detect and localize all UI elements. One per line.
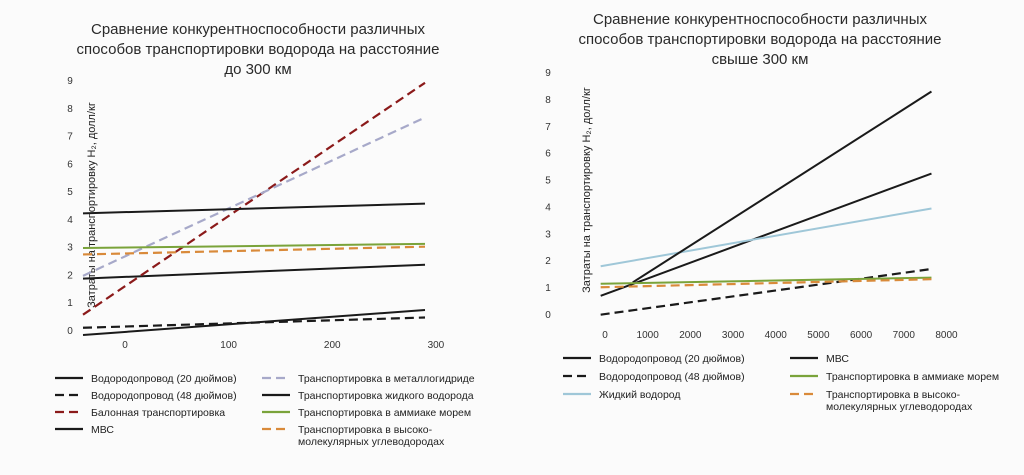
chart1-title-line: до 300 км	[224, 61, 292, 78]
chart2-series-line	[601, 269, 932, 315]
chart1-legend-label: Транспортировка в аммиаке морем	[298, 407, 472, 419]
chart2-y-tick-label: 5	[545, 175, 551, 187]
chart1-series-line	[83, 265, 425, 279]
chart1-title-line: способов транспортировки водорода на расстояние	[76, 41, 440, 58]
chart1-legend-label: МВС	[91, 424, 114, 436]
chart2-y-tick-label: 9	[545, 68, 551, 79]
chart1-series-line	[83, 83, 425, 315]
chart1-y-tick-label: 0	[67, 326, 73, 337]
chart1-series-line	[83, 118, 425, 276]
chart2-title-line: Сравнение конкурентноспособности различных	[592, 11, 928, 28]
chart1-title-line: Сравнение конкурентноспособности различных	[90, 21, 426, 38]
chart1-x-tick-label: 200	[323, 340, 341, 351]
chart2-x-tick-label: 4000	[764, 330, 787, 341]
chart2-x-tick-label: 3000	[721, 330, 745, 341]
chart2-series-line	[633, 92, 932, 283]
chart1-y-tick-label: 1	[67, 298, 73, 310]
chart1-legend-label: Транспортировка в металлогидриде	[298, 373, 475, 385]
chart1-y-tick-label: 9	[67, 76, 73, 87]
chart1-y-tick-label: 5	[67, 187, 73, 199]
chart2-title-line: свыше 300 км	[711, 51, 809, 68]
chart2-legend-label: Транспортировка в аммиаке морем	[826, 371, 1000, 383]
chart2-legend-label: Транспортировка в высоко-	[826, 389, 961, 401]
chart2-x-tick-label: 8000	[935, 330, 958, 341]
chart2-y-tick-label: 4	[545, 202, 551, 214]
chart1-y-tick-label: 2	[67, 270, 73, 282]
chart1-series-line	[83, 204, 425, 214]
chart2-legend-label: Жидкий водород	[599, 389, 681, 401]
chart1-y-tick-label: 3	[67, 242, 73, 254]
chart1-y-tick-label: 6	[67, 159, 73, 171]
chart1-legend-label: молекулярных углеводородах	[298, 436, 445, 448]
chart1-y-tick-label: 8	[67, 103, 73, 115]
chart2-x-tick-label: 0	[602, 330, 608, 341]
chart2-title-line: способов транспортировки водорода на расстояние	[578, 31, 942, 48]
chart1-legend-label: Водородопровод (20 дюймов)	[91, 373, 237, 385]
chart2-x-tick-label: 5000	[807, 330, 830, 341]
chart1-series-line	[83, 310, 425, 335]
chart2-series-line	[601, 208, 932, 266]
chart2-y-axis-label: Затраты на транспортировку H₂, долл/кг	[581, 87, 593, 293]
chart1-legend-label: Транспортировка жидкого водорода	[298, 390, 474, 402]
chart1-x-tick-label: 300	[427, 340, 445, 351]
chart2-y-tick-label: 8	[545, 94, 551, 106]
chart1-x-tick-label: 0	[122, 340, 128, 351]
chart2-x-tick-label: 2000	[679, 330, 702, 341]
chart1-y-tick-label: 4	[67, 214, 73, 226]
chart2-y-tick-label: 7	[545, 121, 551, 133]
chart1-y-axis-label: Затраты на транспортировку H₂, долл/кг	[86, 102, 98, 308]
chart2-x-tick-label: 1000	[636, 330, 659, 341]
chart2-x-tick-label: 7000	[892, 330, 915, 341]
chart1-y-tick-label: 7	[67, 131, 73, 143]
chart2-y-tick-label: 1	[545, 283, 551, 295]
chart2-y-tick-label: 3	[545, 229, 551, 241]
chart2-legend-label: Водородопровод (20 дюймов)	[599, 353, 745, 365]
chart2-y-tick-label: 2	[545, 256, 551, 268]
chart1-series-line	[83, 244, 425, 248]
chart1-x-tick-label: 100	[220, 340, 237, 351]
chart2-legend-label: МВС	[826, 353, 849, 365]
chart2-legend-label: Водородопровод (48 дюймов)	[599, 371, 745, 383]
chart2-y-tick-label: 0	[545, 310, 551, 321]
chart1-legend-label: Транспортировка в высоко-	[298, 424, 433, 436]
chart2-legend-label: молекулярных углеводородах	[826, 401, 973, 413]
chart1-legend-label: Балонная транспортировка	[91, 407, 226, 419]
chart2-y-tick-label: 6	[545, 148, 551, 160]
chart2-x-tick-label: 6000	[849, 330, 873, 341]
chart1-legend-label: Водородопровод (48 дюймов)	[91, 390, 237, 402]
